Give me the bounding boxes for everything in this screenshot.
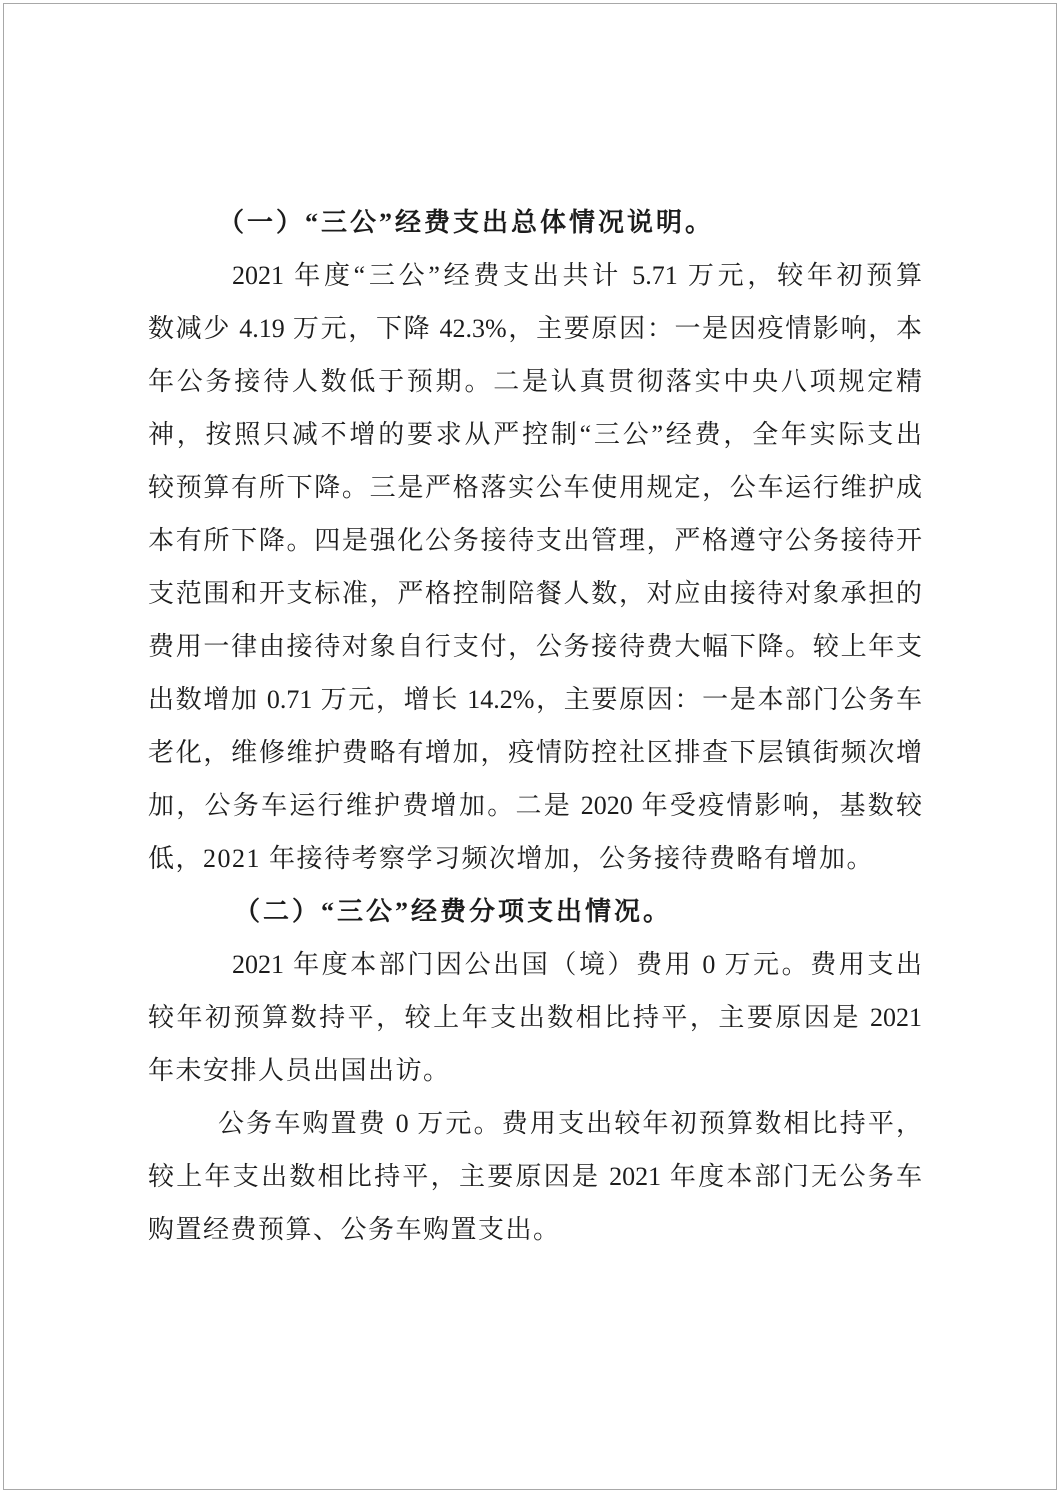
text-line: 较上年支出数相比持平，主要原因是 2021 年度本部门无公务车 — [148, 1162, 922, 1191]
text-line: 神，按照只减不增的要求从严控制“三公”经费，全年实际支出 — [148, 420, 922, 449]
section-heading: （一）“三公”经费支出总体情况说明。 — [218, 208, 715, 237]
section-heading: （二）“三公”经费分项支出情况。 — [234, 897, 673, 926]
text-line: 年公务接待人数低于预期。二是认真贯彻落实中央八项规定精 — [148, 367, 922, 396]
text-line: 本有所下降。四是强化公务接待支出管理，严格遵守公务接待开 — [148, 526, 922, 555]
text-line: 较年初预算数持平，较上年支出数相比持平，主要原因是 2021 — [148, 1003, 922, 1032]
paragraph — [148, 938, 922, 1097]
text-line: 2021 年度“三公”经费支出共计 5.71 万元，较年初预算 — [232, 261, 922, 290]
text-line: 老化，维修维护费略有增加，疫情防控社区排查下层镇街频次增 — [148, 738, 922, 767]
text-line: 出数增加 0.71 万元，增长 14.2%，主要原因：一是本部门公务车 — [148, 685, 922, 714]
text-line: 加，公务车运行维护费增加。二是 2020 年受疫情影响，基数较 — [148, 791, 922, 820]
paragraph — [148, 249, 922, 885]
text-line: 年未安排人员出国出访。 — [148, 1056, 451, 1085]
text-line: 低，2021 年接待考察学习频次增加，公务接待费略有增加。 — [148, 844, 875, 873]
text-line: 较预算有所下降。三是严格落实公车使用规定，公车运行维护成 — [148, 473, 922, 502]
text-line: 支范围和开支标准，严格控制陪餐人数，对应由接待对象承担的 — [148, 579, 922, 608]
text-line: 购置经费预算、公务车购置支出。 — [148, 1215, 561, 1244]
text-line: 费用一律由接待对象自行支付，公务接待费大幅下降。较上年支 — [148, 632, 922, 661]
document-page — [148, 196, 922, 1256]
text-line: 公务车购置费 0 万元。费用支出较年初预算数相比持平， — [218, 1109, 922, 1138]
text-line: 2021 年度本部门因公出国（境）费用 0 万元。费用支出 — [232, 950, 922, 979]
paragraph — [148, 1097, 922, 1256]
text-line: 数减少 4.19 万元，下降 42.3%，主要原因：一是因疫情影响，本 — [148, 314, 922, 343]
